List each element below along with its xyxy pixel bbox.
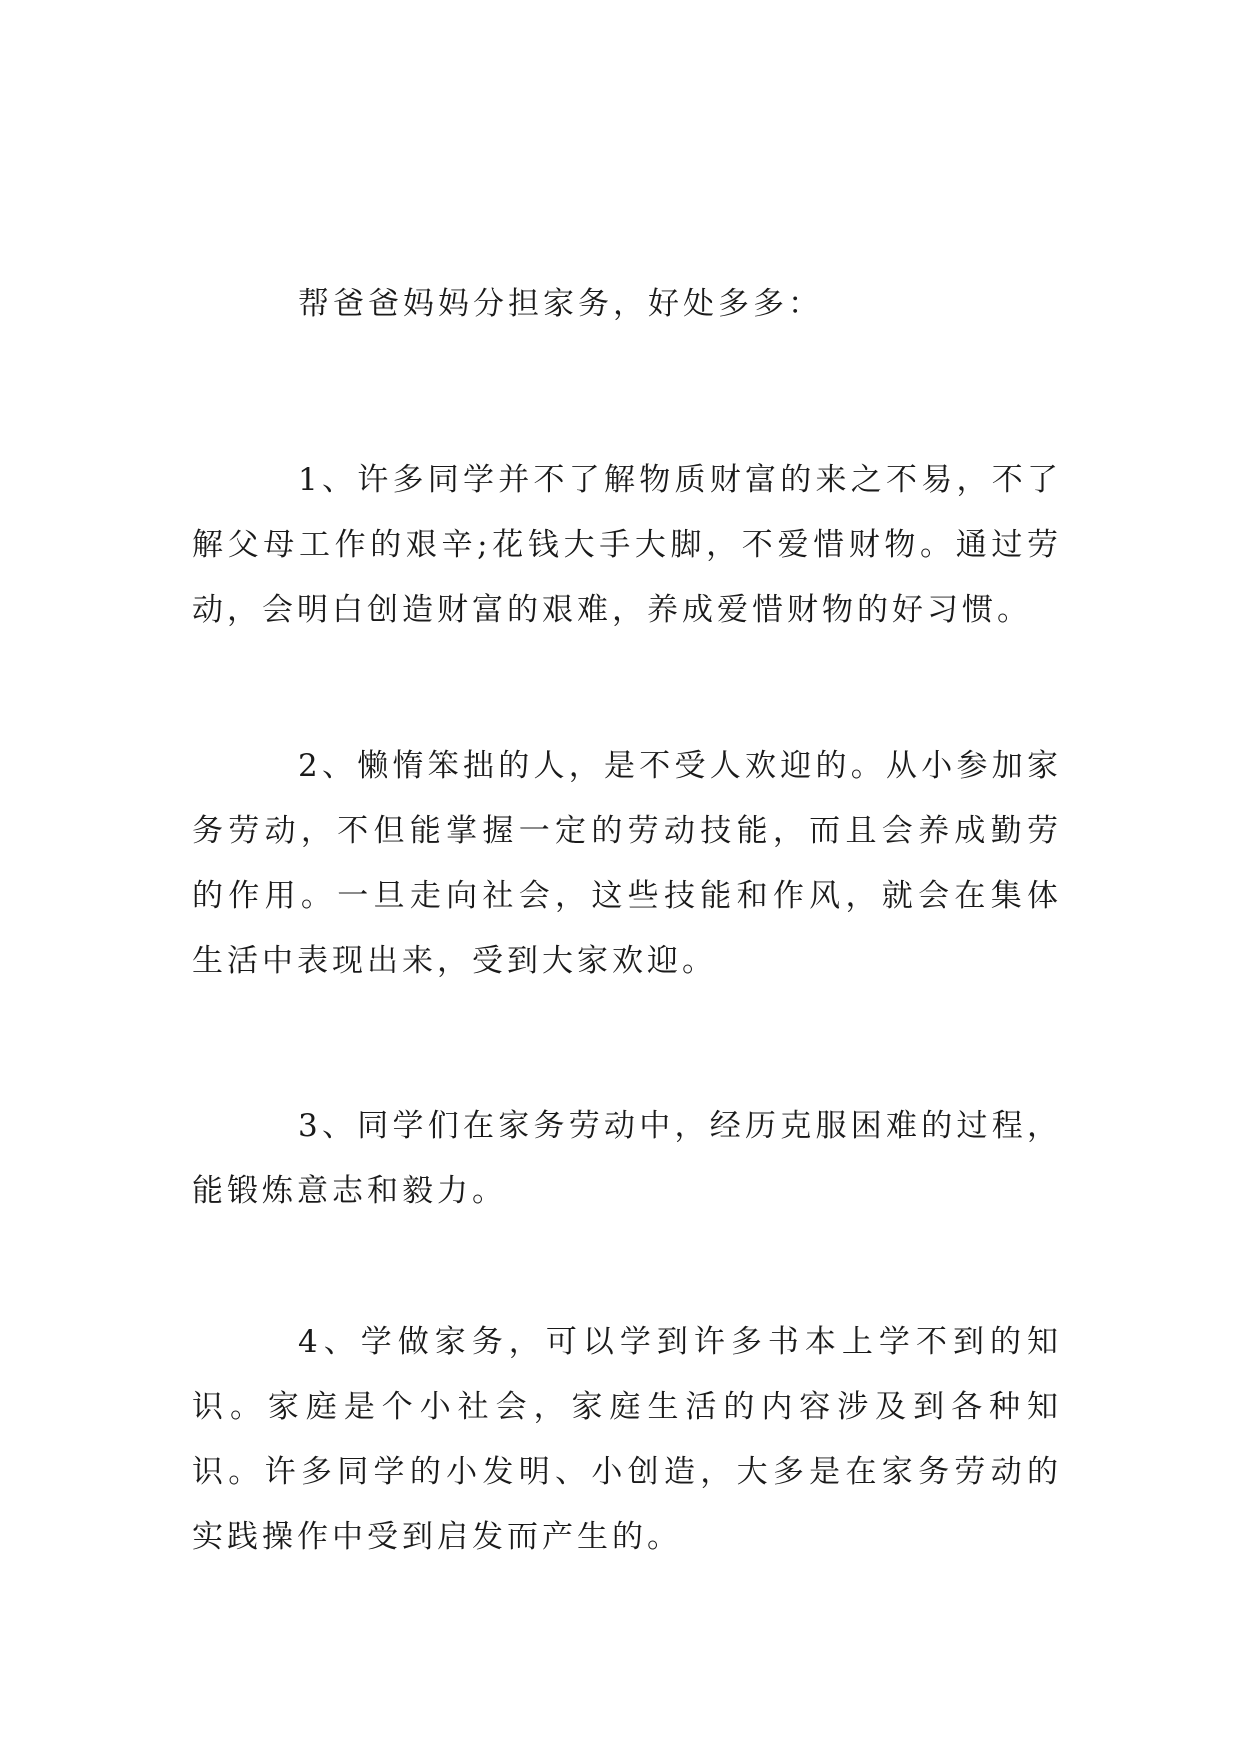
intro-paragraph: 帮爸爸妈妈分担家务，好处多多： [298, 286, 823, 322]
paragraph-3: 3、同学们在家务劳动中，经历克服困难的过程，能锻炼意志和毅力。 [192, 1108, 1062, 1209]
paragraph-4: 4、学做家务，可以学到许多书本上学不到的知识。家庭是个小社会，家庭生活的内容涉及到各种知识。许多同学的小发明、小创造，大多是在家务劳动的实践操作中受到启发而产生的。 [192, 1324, 1062, 1555]
paragraph-2: 2、懒惰笨拙的人，是不受人欢迎的。从小参加家务劳动，不但能掌握一定的劳动技能，而且会养成勤劳的作用。一旦走向社会，这些技能和作风，就会在集体生活中表现出来，受到大家欢迎。 [192, 748, 1062, 979]
paragraph-1: 1、许多同学并不了解物质财富的来之不易，不了解父母工作的艰辛;花钱大手大脚，不爱惜财物。通过劳动，会明白创造财富的艰难，养成爱惜财物的好习惯。 [192, 462, 1062, 628]
